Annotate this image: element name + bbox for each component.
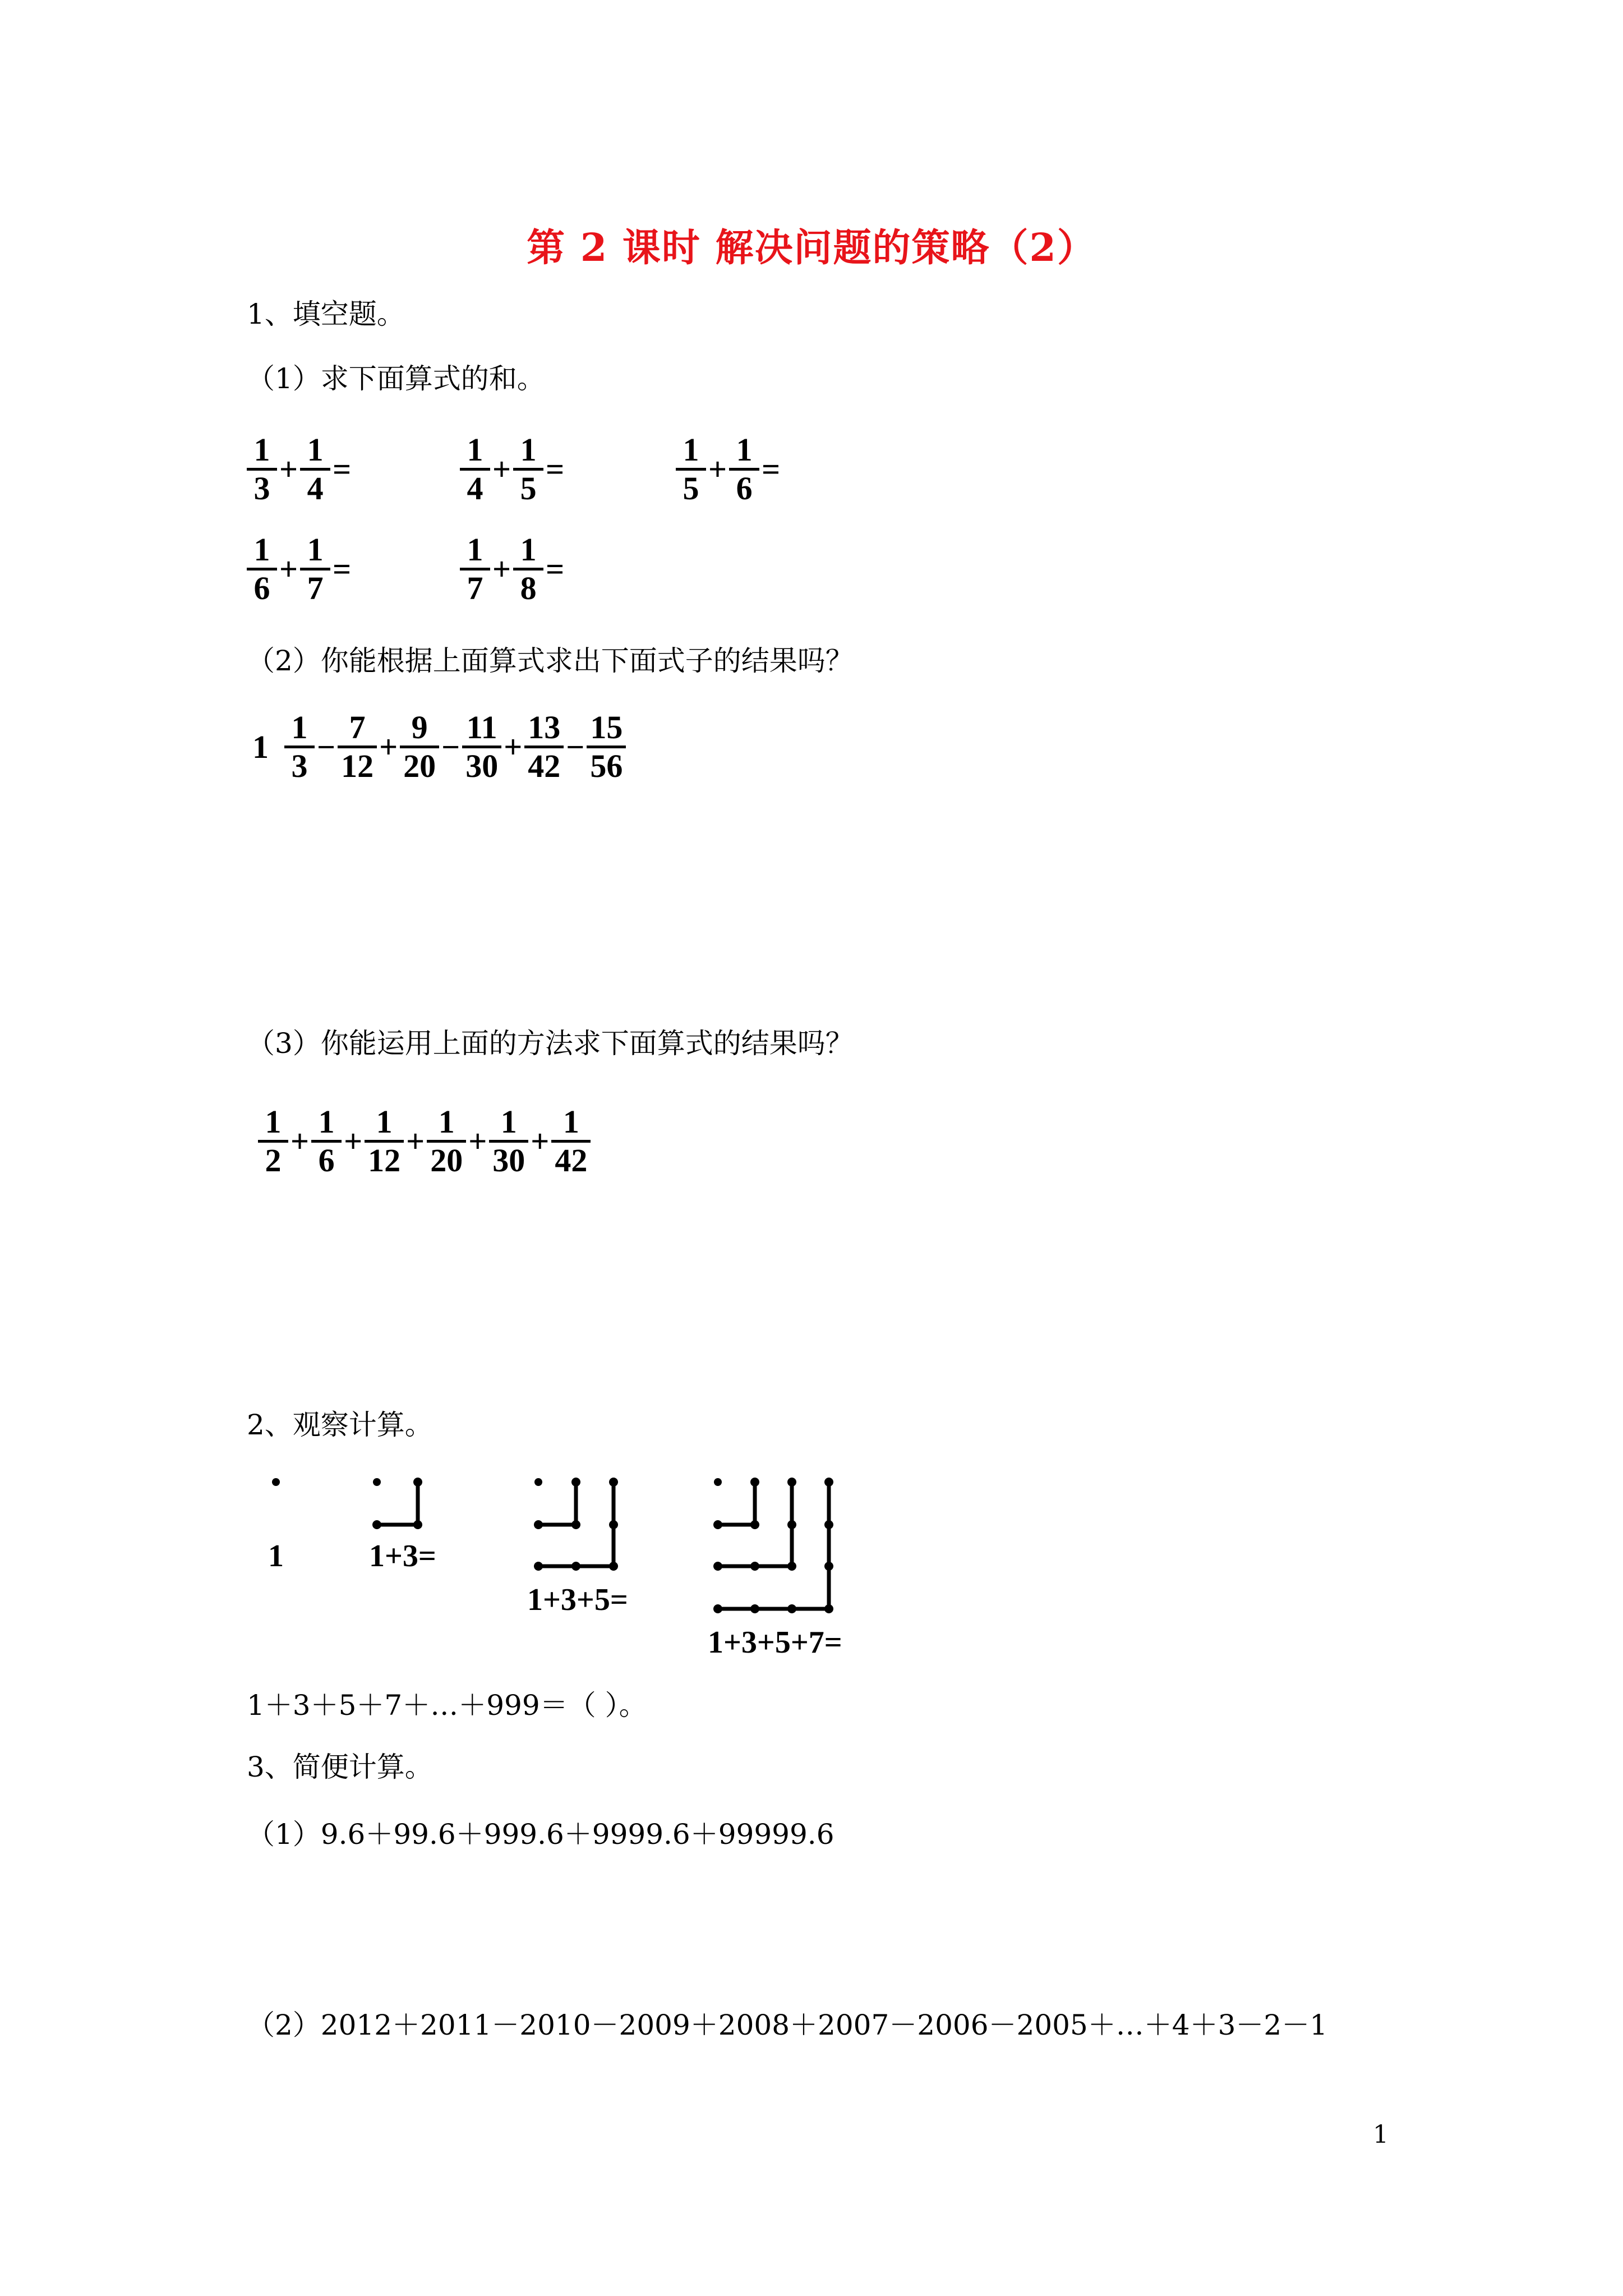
numerator: 1 — [438, 1103, 455, 1140]
numerator: 1 — [376, 1103, 393, 1140]
operator: − — [317, 728, 336, 765]
diagram-caption-3: 1+3+5= — [527, 1582, 628, 1617]
operator: + — [406, 1122, 425, 1159]
denominator: 30 — [492, 1142, 525, 1179]
numerator: 1 — [520, 431, 537, 468]
diagram-caption-1: 1 — [268, 1539, 284, 1573]
section3-heading: 3、简便计算。 — [247, 1751, 433, 1783]
operator: + — [504, 728, 523, 765]
denominator: 12 — [341, 748, 374, 784]
numerator: 1 — [520, 531, 537, 568]
leading-number: 1 — [252, 729, 269, 765]
denominator: 4 — [467, 470, 483, 507]
fraction — [247, 532, 277, 606]
denominator: 6 — [318, 1142, 335, 1179]
numerator: 15 — [590, 709, 623, 746]
diagram-2 — [372, 1478, 422, 1529]
numerator: 7 — [349, 709, 366, 746]
denominator: 5 — [683, 470, 699, 507]
part3-label: （3）你能运用上面的方法求下面算式的结果吗？ — [247, 1027, 854, 1060]
fraction — [258, 1104, 288, 1179]
operator: + — [291, 1122, 310, 1159]
numerator: 1 — [265, 1103, 282, 1140]
denominator: 20 — [430, 1142, 463, 1179]
numerator: 1 — [253, 531, 270, 568]
operator: − — [441, 728, 460, 765]
operator: = — [546, 450, 565, 487]
fraction — [513, 532, 543, 606]
numerator: 1 — [307, 531, 324, 568]
fraction — [427, 1104, 466, 1179]
numerator: 1 — [736, 431, 753, 468]
fraction — [365, 1104, 404, 1179]
operator: = — [762, 450, 781, 487]
fraction — [311, 1104, 342, 1179]
denominator: 6 — [736, 470, 753, 507]
numerator: 1 — [562, 1103, 579, 1140]
fraction — [462, 710, 501, 784]
part1-label: （1）求下面算式的和。 — [247, 362, 545, 395]
operator: + — [708, 450, 727, 487]
fraction — [460, 532, 490, 606]
numerator: 1 — [683, 431, 699, 468]
operator: + — [468, 1122, 487, 1159]
section3-part2: （2）2012＋2011－2010－2009＋2008＋2007－2006－2005＋…＋4＋3－2－1 — [247, 2009, 1328, 2041]
operator: − — [566, 728, 585, 765]
fraction — [489, 1104, 528, 1179]
denominator: 2 — [265, 1142, 282, 1179]
fraction — [729, 432, 759, 507]
diagram-caption-4: 1+3+5+7= — [708, 1625, 842, 1660]
numerator: 1 — [307, 431, 324, 468]
fraction — [524, 710, 564, 784]
denominator: 5 — [520, 470, 537, 507]
fraction — [676, 432, 706, 507]
denominator: 42 — [555, 1142, 588, 1179]
operator: + — [379, 728, 398, 765]
operator: = — [333, 450, 352, 487]
fraction — [284, 710, 315, 784]
page-number: 1 — [1373, 2120, 1389, 2149]
numerator: 1 — [318, 1103, 335, 1140]
denominator: 7 — [307, 570, 324, 606]
numerator: 9 — [411, 709, 428, 746]
page-title: 第 2 课时 解决问题的策略（2） — [527, 226, 1096, 270]
operator: = — [333, 550, 352, 587]
numerator: 1 — [500, 1103, 517, 1140]
fraction-sum-expression — [460, 532, 566, 606]
fraction — [338, 710, 377, 784]
denominator: 6 — [253, 570, 270, 606]
section2-question: 1＋3＋5＋7＋…＋999＝（ ）。 — [247, 1689, 647, 1722]
section1-heading: 1、填空题。 — [247, 298, 405, 330]
numerator: 1 — [467, 431, 483, 468]
fraction — [587, 710, 626, 784]
fraction — [551, 1104, 591, 1179]
operator: + — [531, 1122, 550, 1159]
fraction-sum-expression — [247, 432, 353, 507]
operator: + — [492, 450, 511, 487]
fraction — [300, 432, 330, 507]
denominator: 56 — [590, 748, 623, 784]
fraction — [300, 532, 330, 606]
fraction-sum-expression — [676, 432, 782, 507]
fraction-sum-expression — [247, 532, 353, 606]
part2-expression — [252, 710, 626, 784]
fraction — [400, 710, 439, 784]
part2-label: （2）你能根据上面算式求出下面式子的结果吗？ — [247, 645, 854, 677]
numerator: 13 — [528, 709, 561, 746]
section2-heading: 2、观察计算。 — [247, 1409, 433, 1441]
diagram-caption-2: 1+3= — [369, 1539, 436, 1573]
operator: = — [546, 550, 565, 587]
operator: + — [279, 550, 298, 587]
numerator: 1 — [253, 431, 270, 468]
dot — [272, 1478, 280, 1486]
denominator: 20 — [403, 748, 436, 784]
section3-part1: （1）9.6＋99.6＋999.6＋9999.6＋99999.6 — [247, 1818, 834, 1851]
operator: + — [492, 550, 511, 587]
denominator: 12 — [368, 1142, 401, 1179]
diagram-4 — [713, 1478, 833, 1613]
denominator: 30 — [465, 748, 499, 784]
numerator: 1 — [291, 709, 308, 746]
numerator: 1 — [467, 531, 483, 568]
fraction — [513, 432, 543, 507]
denominator: 3 — [291, 748, 308, 784]
numerator: 11 — [466, 709, 497, 746]
denominator: 42 — [528, 748, 561, 784]
fraction — [247, 432, 277, 507]
operator: + — [344, 1122, 363, 1159]
denominator: 3 — [253, 470, 270, 507]
denominator: 4 — [307, 470, 324, 507]
denominator: 7 — [467, 570, 483, 606]
operator: + — [279, 450, 298, 487]
fraction-sum-expression — [460, 432, 566, 507]
diagram-3 — [534, 1478, 618, 1571]
fraction — [460, 432, 490, 507]
part3-expression — [258, 1104, 591, 1179]
denominator: 8 — [520, 570, 537, 606]
